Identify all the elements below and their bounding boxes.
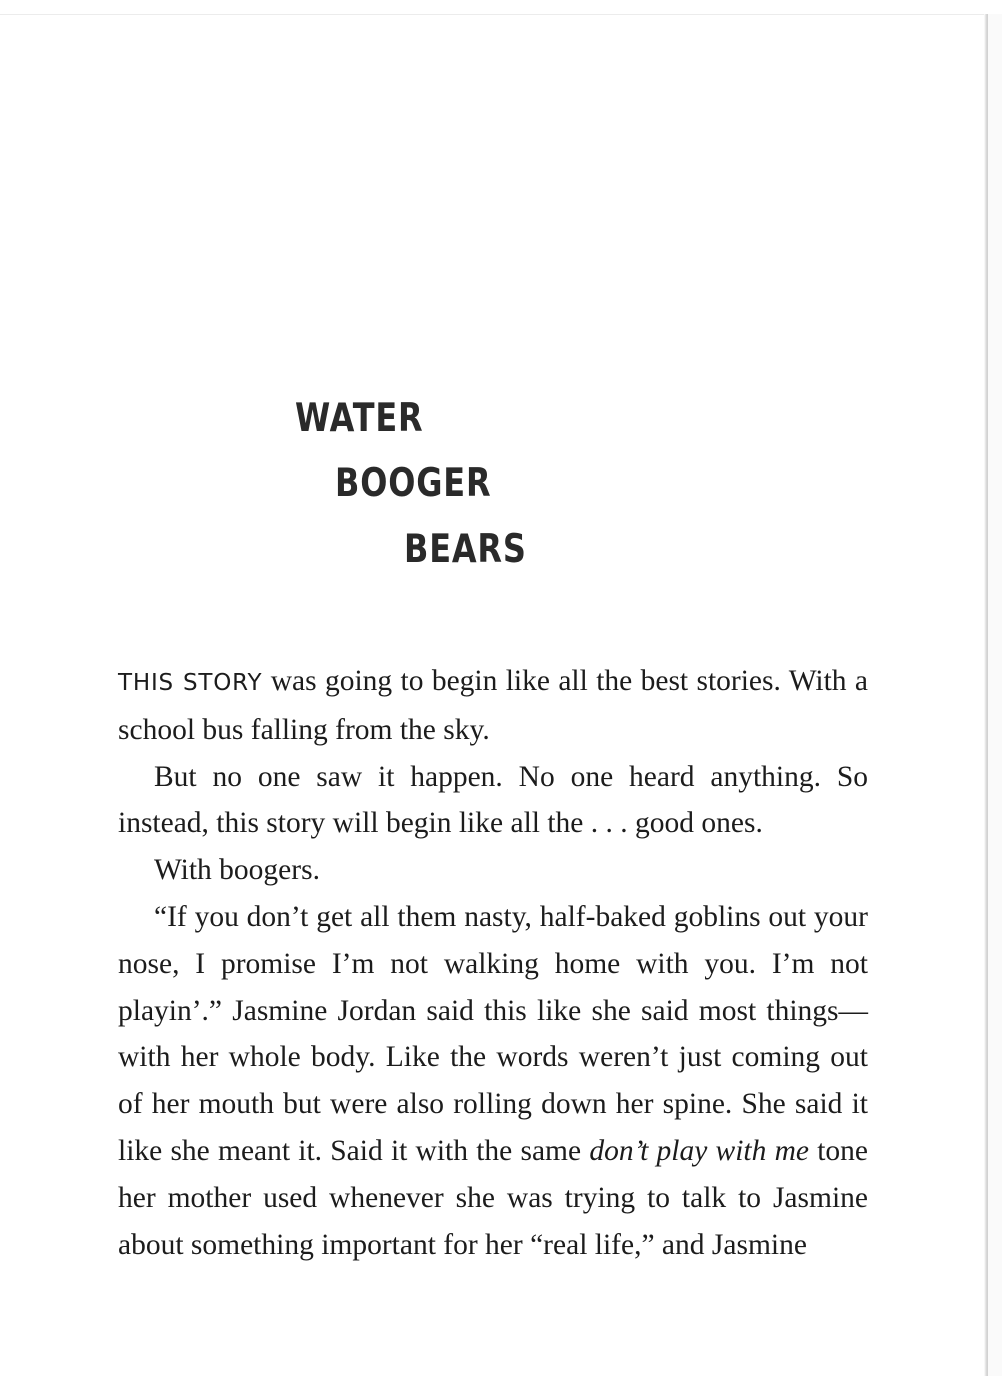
paragraph-1 bbox=[118, 658, 868, 754]
chapter-title-line-1: WATER bbox=[295, 396, 424, 441]
chapter-title-line-3: BEARS bbox=[404, 527, 527, 572]
paragraph-3: With boogers. bbox=[154, 854, 320, 887]
paragraph-4 bbox=[118, 894, 868, 1268]
paragraph-4-text-before: “If you don’t get all them nasty, half-baked goblins out your nose, I promise I’m not walking home with you. I’m not playin’.” Jasmine Jordan said this like she said most things—with her whole body. Like the words weren’t just coming out of her mouth but were also rolling down her spine. She said it like she meant it. Said it with the same bbox=[118, 900, 868, 1167]
paragraph-1-text: was going to begin like all the best stories. With a school bus falling from the sky. bbox=[118, 665, 868, 746]
paragraph-4-text-after: tone her mother used whenever she was trying to talk to Jasmine about something important for her “real life,” and Jasmine bbox=[118, 1134, 868, 1261]
chapter-title bbox=[0, 0, 984, 600]
chapter-title-line-2: BOOGER bbox=[335, 461, 492, 506]
page-gutter bbox=[988, 14, 1002, 1376]
paragraph-4-emphasis: don’t play with me bbox=[589, 1134, 809, 1167]
paragraph-2: But no one saw it happen. No one heard anything. So instead, this story will begin like all the . . . good ones. bbox=[118, 760, 868, 840]
body-text bbox=[118, 658, 868, 1268]
lead-in-small-caps: THIS STORY bbox=[118, 670, 263, 696]
